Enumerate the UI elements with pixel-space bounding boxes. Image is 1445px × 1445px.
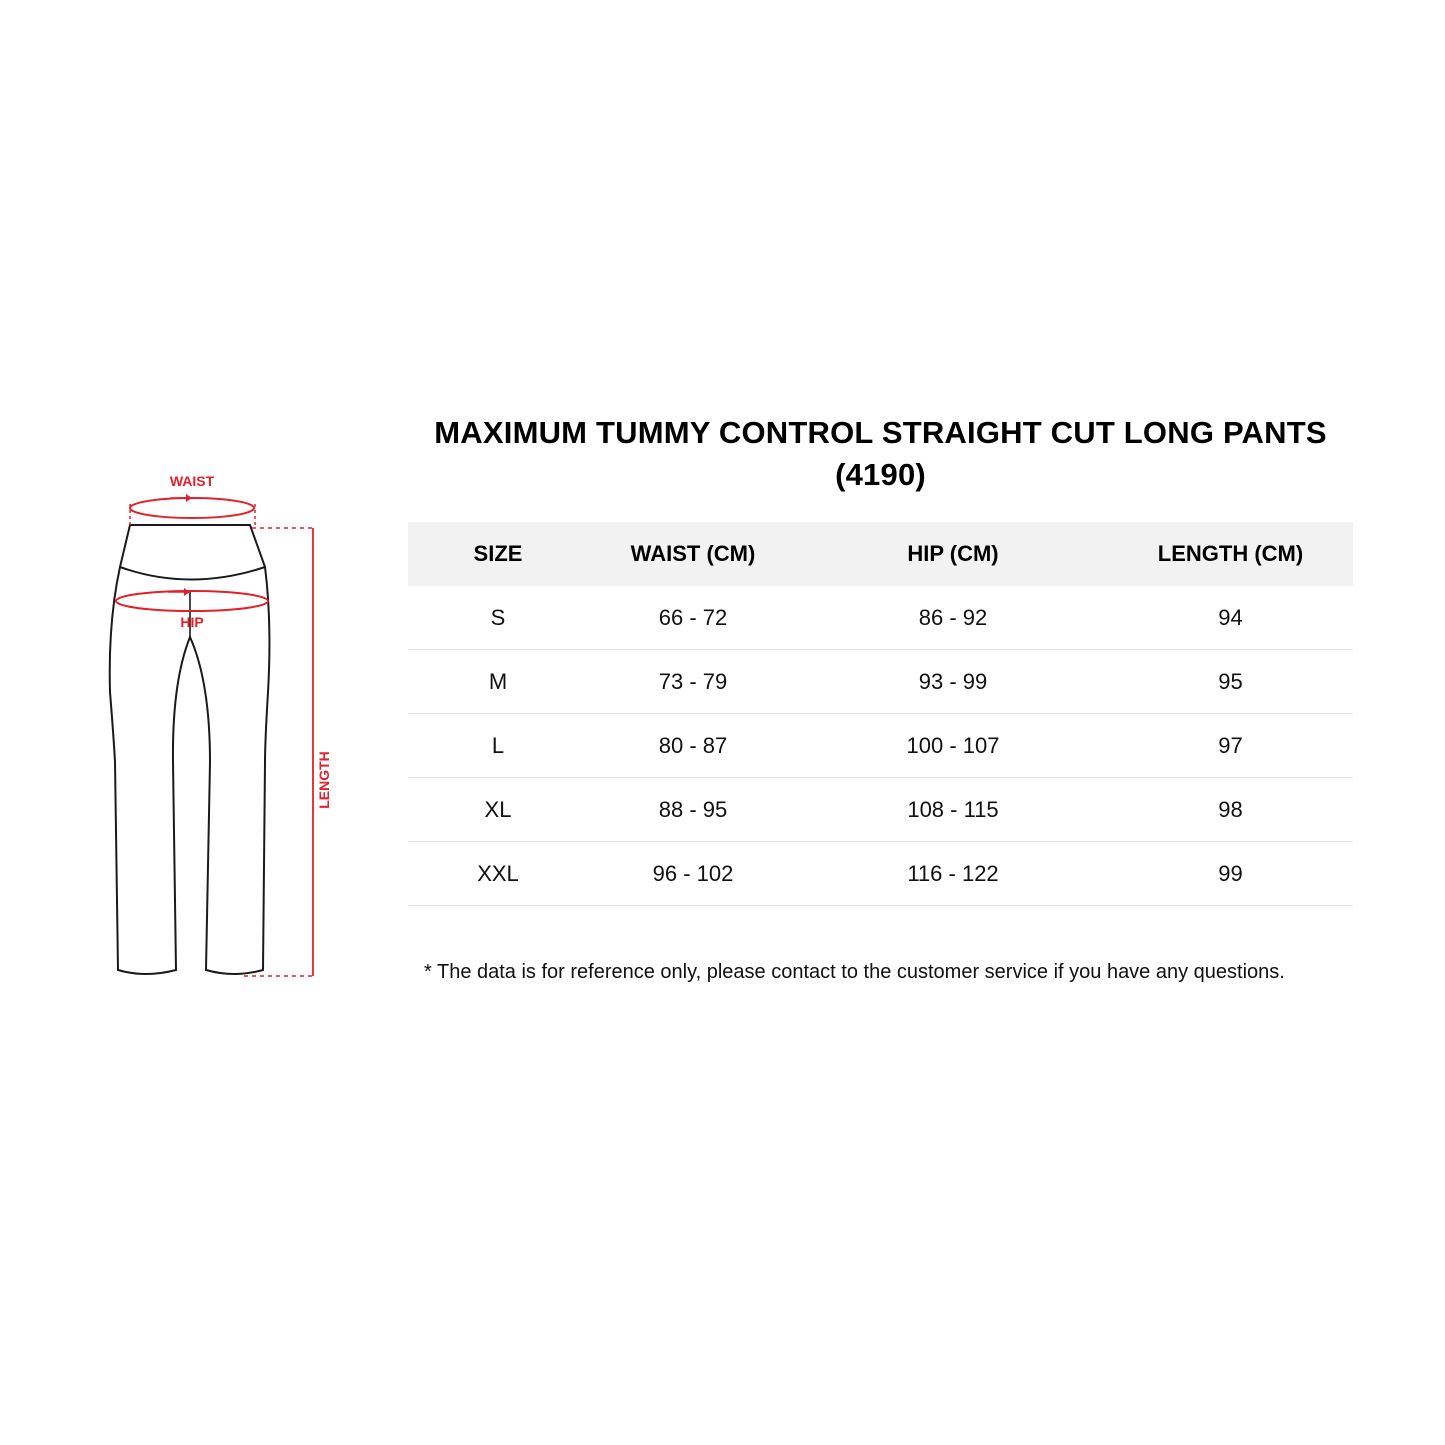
- header-hip: HIP (CM): [798, 522, 1108, 586]
- cell-length: 99: [1108, 842, 1353, 906]
- cell-size: L: [408, 714, 588, 778]
- header-length: LENGTH (CM): [1108, 522, 1353, 586]
- waist-arrow-icon: [186, 494, 192, 502]
- size-chart-table: [408, 522, 1353, 906]
- cell-hip: 108 - 115: [798, 778, 1108, 842]
- table-header-row: [408, 522, 1353, 586]
- hip-arrow-icon: [184, 588, 190, 596]
- cell-waist: 80 - 87: [588, 714, 798, 778]
- title-line-2: (4190): [835, 457, 926, 492]
- cell-size: XXL: [408, 842, 588, 906]
- length-label: LENGTH: [316, 751, 332, 809]
- table-row: [408, 714, 1353, 778]
- table-row: [408, 650, 1353, 714]
- hip-measure: [116, 588, 268, 630]
- table-row: [408, 778, 1353, 842]
- cell-waist: 73 - 79: [588, 650, 798, 714]
- cell-length: 94: [1108, 586, 1353, 650]
- reference-note: * The data is for reference only, please contact to the customer service if you have any questions.: [424, 961, 1285, 983]
- cell-waist: 66 - 72: [588, 586, 798, 650]
- pants-illustration: [100, 462, 350, 992]
- header-waist: WAIST (CM): [588, 522, 798, 586]
- cell-size: XL: [408, 778, 588, 842]
- waist-label: WAIST: [169, 473, 215, 489]
- cell-size: M: [408, 650, 588, 714]
- cell-size: S: [408, 586, 588, 650]
- table-row: [408, 842, 1353, 906]
- waist-measure: [130, 473, 255, 525]
- cell-length: 95: [1108, 650, 1353, 714]
- pants-measurement-diagram: [100, 462, 350, 992]
- waist-ellipse: [130, 498, 254, 518]
- page-title: [408, 412, 1353, 496]
- table-row: [408, 586, 1353, 650]
- cell-length: 97: [1108, 714, 1353, 778]
- cell-hip: 86 - 92: [798, 586, 1108, 650]
- header-size: SIZE: [408, 522, 588, 586]
- cell-length: 98: [1108, 778, 1353, 842]
- cell-waist: 96 - 102: [588, 842, 798, 906]
- cell-hip: 116 - 122: [798, 842, 1108, 906]
- cell-hip: 100 - 107: [798, 714, 1108, 778]
- cell-hip: 93 - 99: [798, 650, 1108, 714]
- title-line-1: MAXIMUM TUMMY CONTROL STRAIGHT CUT LONG PANTS: [434, 415, 1327, 450]
- cell-waist: 88 - 95: [588, 778, 798, 842]
- hip-ellipse: [116, 591, 268, 611]
- hip-label: HIP: [180, 614, 204, 630]
